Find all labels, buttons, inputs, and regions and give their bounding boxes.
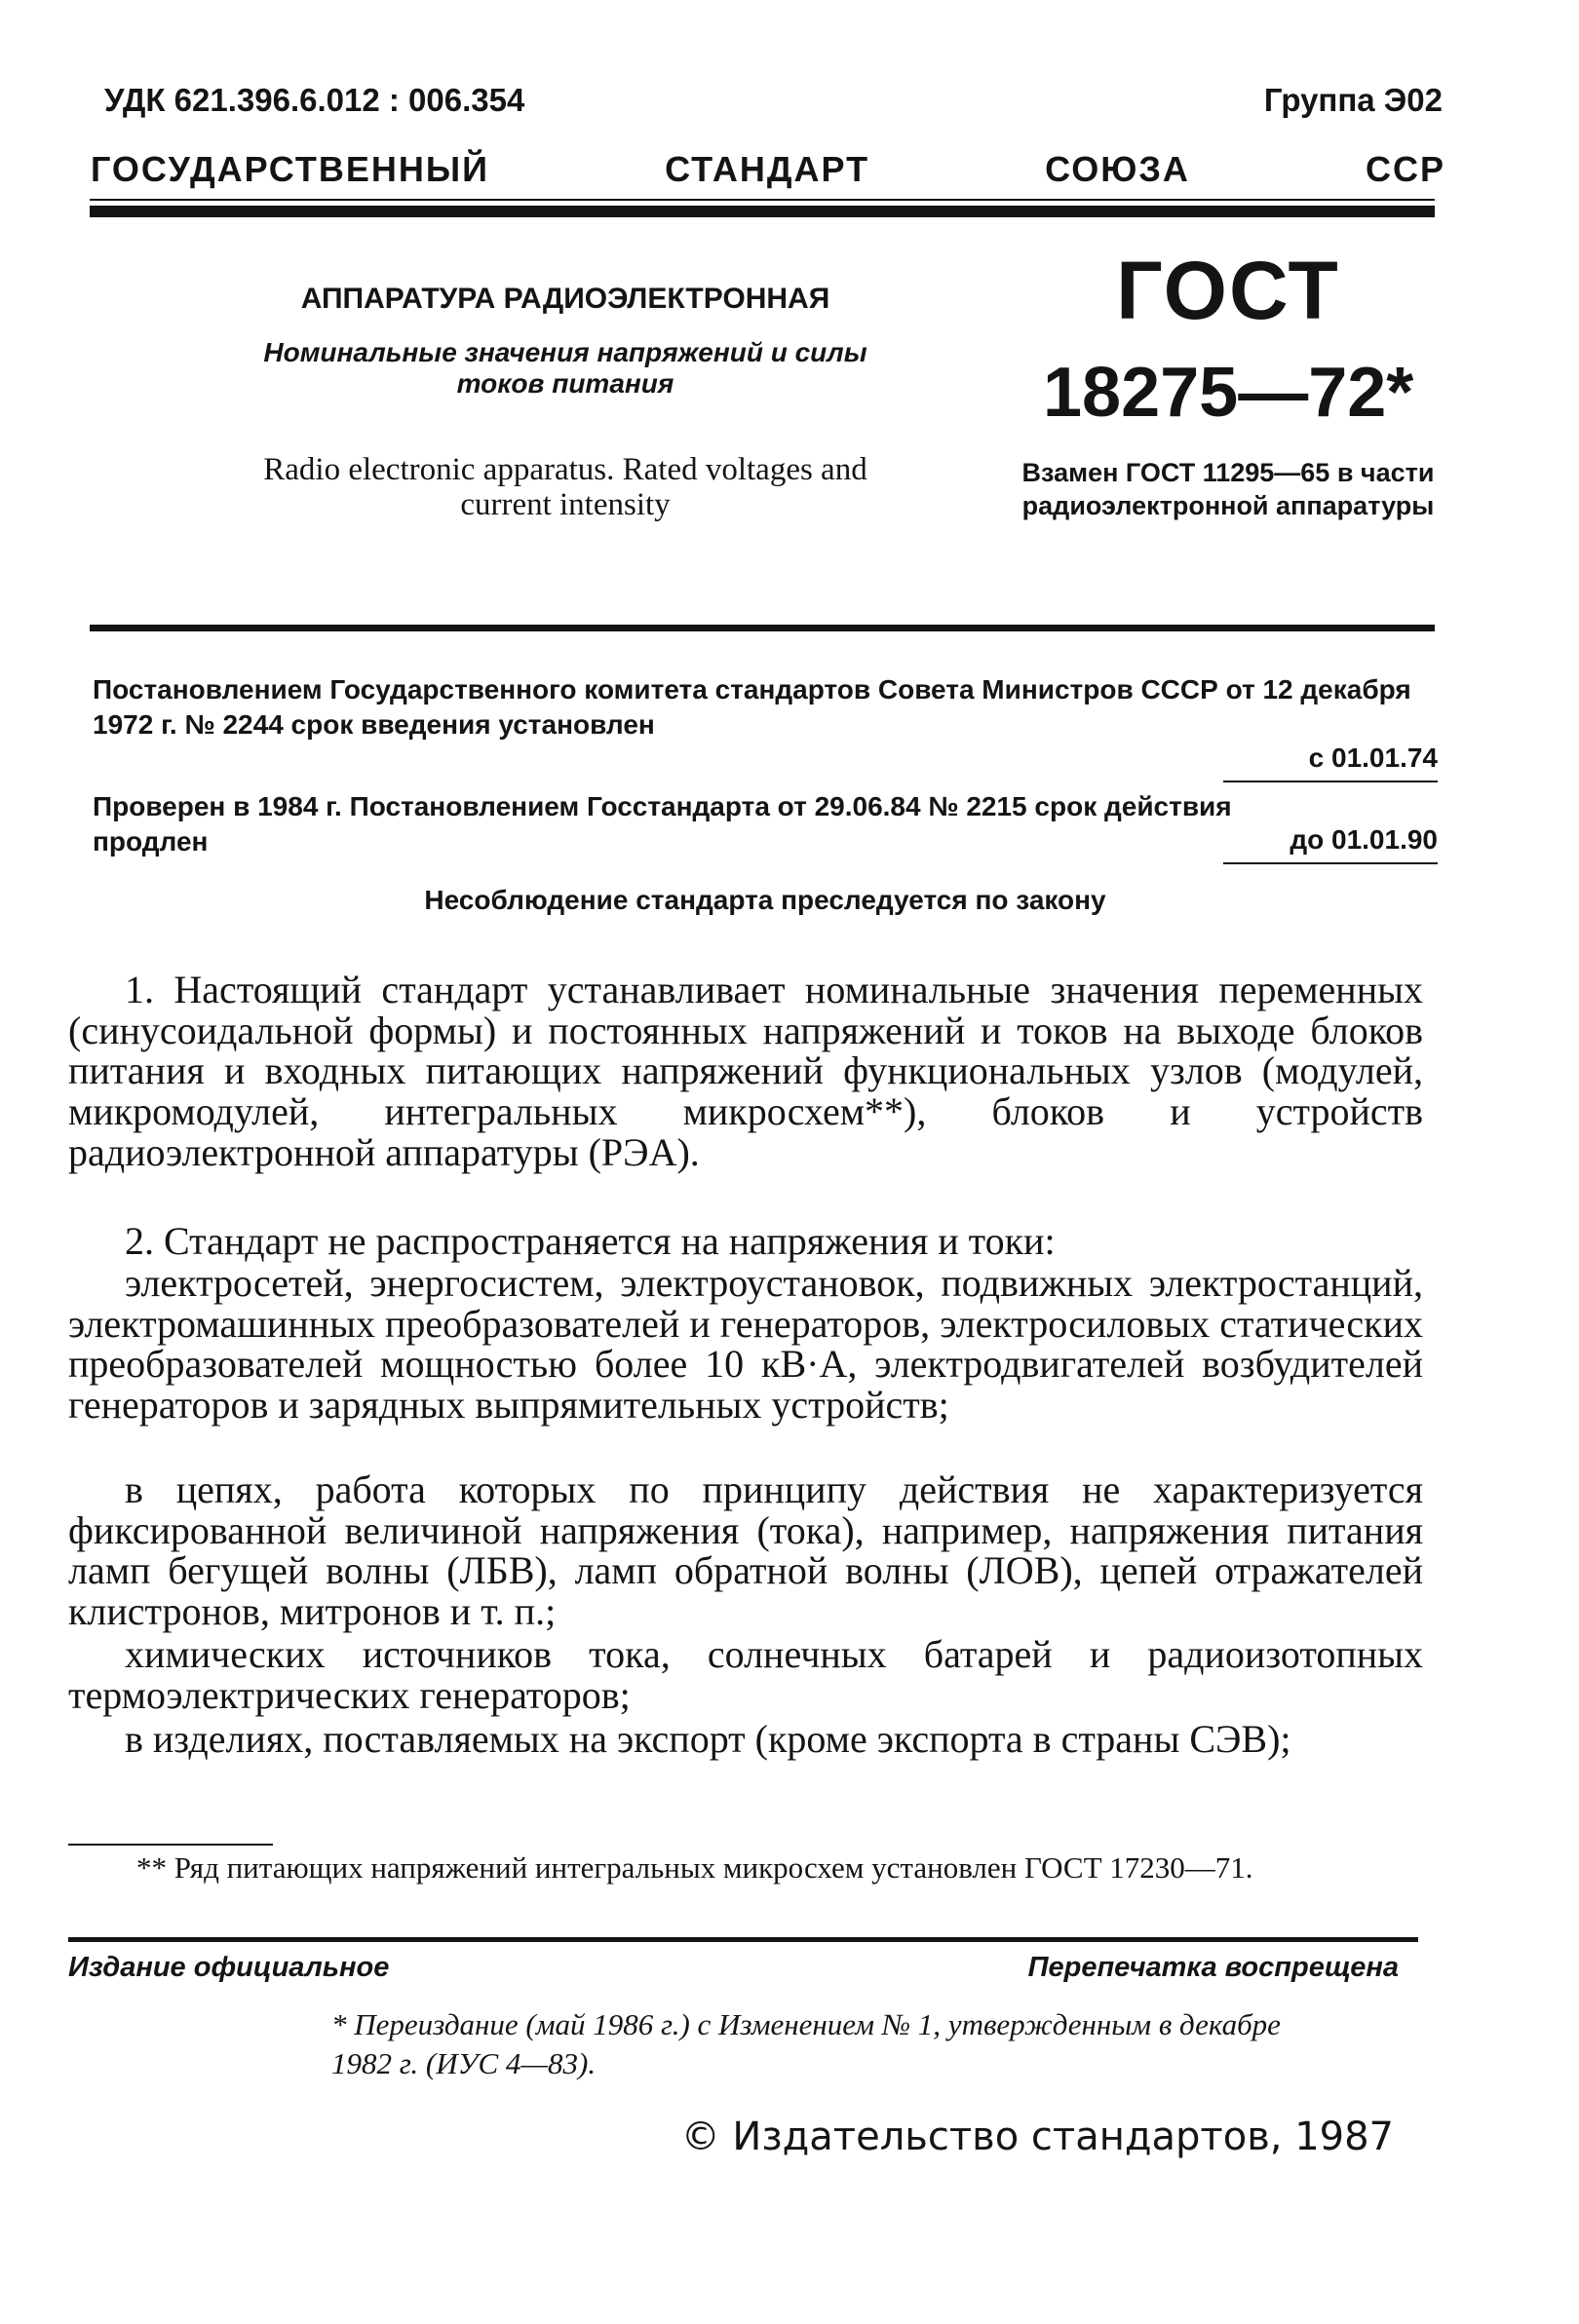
title-ru: АППАРАТУРА РАДИОЭЛЕКТРОННАЯ (300, 283, 830, 315)
replaces-note: Взамен ГОСТ 11295—65 в части радиоэлектронной аппаратуры (1021, 458, 1435, 520)
subtitle-ru: Номинальные значения напряжений и силы токов питания (263, 337, 867, 399)
gost-number: 18275—72* (1043, 354, 1414, 432)
paragraph-2: 2. Стандарт не распространяется на напряжения и токи: (125, 1219, 1056, 1263)
state-standard-word: СОЮЗА (1045, 149, 1190, 189)
publisher-copyright: © Издательство стандартов, 1987 (680, 2114, 1394, 2159)
footnote: ** Ряд питающих напряжений интегральных микросхем установлен ГОСТ 17230—71. (136, 1850, 1253, 1885)
footnote-separator (68, 1844, 273, 1846)
state-standard-word: ССР (1365, 149, 1445, 189)
group-code: Группа Э02 (1263, 82, 1443, 118)
footer-rule (68, 1937, 1418, 1942)
paragraph-2-item: химических источников тока, солнечных батарей и радиоизотопных термоэлектрических генераторов; (68, 1632, 1423, 1717)
reissue-note: * Переиздание (май 1986 г.) с Изменением № 1, утвержденным в декабре 1982 г. (ИУС 4—83). (331, 2007, 1281, 2080)
state-standard-word: ГОСУДАРСТВЕННЫЙ (91, 149, 490, 189)
decree-text: Постановлением Государственного комитета стандартов Совета Министров СССР от 12 декабря 1972 г. № 2244 срок введения установлен (93, 674, 1411, 740)
udk-code: УДК 621.396.6.012 : 006.354 (104, 82, 525, 118)
date-from-rule (1223, 781, 1438, 782)
date-from: с 01.01.74 (1308, 743, 1438, 773)
state-standard-word: СТАНДАРТ (665, 149, 870, 189)
official-edition: Издание официальное (68, 1952, 390, 1983)
date-to-rule (1223, 862, 1438, 864)
date-to: до 01.01.90 (1290, 824, 1438, 855)
paragraph-2-item: в цепях, работа которых по принципу действия не характеризуется фиксированной величиной напряжения (тока), например, напряжения питания ламп бегущей волны (ЛБВ), ламп обратной волны (ЛОВ), цепей отражателей клистронов, митронов и т. п.; (68, 1467, 1423, 1634)
paragraph-2-item: электросетей, энергосистем, электроустановок, подвижных электростанций, электромашинных преобразователей и генераторов, электросиловых статических преобразователей мощностью более 10 кВ·А, электродвигателей возбудителей генераторов и зарядных выпрямительных устройств; (68, 1261, 1423, 1428)
legal-warning: Несоблюдение стандарта преследуется по закону (424, 885, 1106, 915)
state-standard-heading (91, 149, 1445, 190)
paragraph-2-item: в изделиях, поставляемых на экспорт (кроме экспорта в страны СЭВ); (125, 1717, 1291, 1761)
title-en: Radio electronic apparatus. Rated voltages and current intensity (263, 452, 867, 522)
paragraph-1: 1. Настоящий стандарт устанавливает номинальные значения переменных (синусоидальной формы) и постоянных напряжений и токов на выходе блоков питания и входных питающих напряжений функциональных узлов (модулей, микромодулей, интегральных микросхем**), блоков и устройств радиоэлектронной аппаратуры (РЭА). (68, 968, 1423, 1174)
header-thin-rule (90, 199, 1435, 201)
title-block-rule (90, 625, 1435, 631)
gost-label: ГОСТ (1116, 245, 1340, 336)
reprint-prohibited: Перепечатка воспрещена (1027, 1952, 1399, 1983)
header-thick-rule (90, 206, 1435, 217)
checked-text: Проверен в 1984 г. Постановлением Госстандарта от 29.06.84 № 2215 срок действия продлен (93, 791, 1232, 857)
